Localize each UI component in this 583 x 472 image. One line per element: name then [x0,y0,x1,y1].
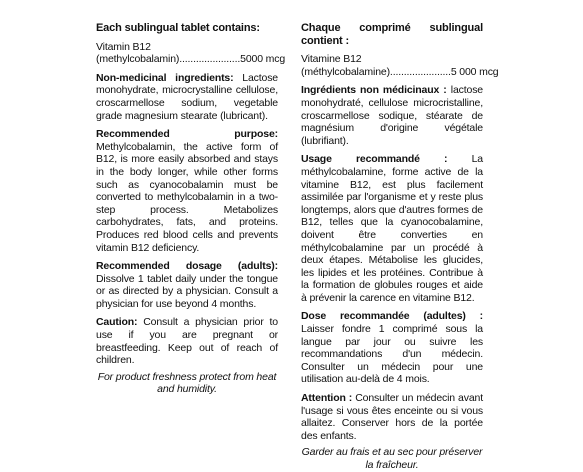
en-purpose-label: Recommended purpose: [96,128,278,141]
fr-purpose-label: Usage recommandé : [301,153,448,166]
fr-nonmedicinal-label: Ingrédients non médicinaux : [301,84,447,97]
en-heading: Each sublingual tablet contains: [96,22,260,34]
en-nonmedicinal-label: Non-medicinal ingredients: [96,71,234,84]
fr-caution-label: Attention : [301,392,353,405]
fr-purpose-text: La méthylcobalamine, forme active de la vitamine B12, est plus facilement assimilée par l'organisme et y reste plus longtemps, alors que d'autres formes de B12, telles que la cyanocobalamine, doivent être converties en méthylcobalamine par un procédé à deux étapes. Métabolise les glucides, les lipides et les protéines. Contribue à la formation de globules rouges et aide à prévenir la carence en vitamine B12. [301,153,483,304]
fr-heading: Chaque comprimé sublingual contient : [301,22,483,47]
fr-nonmedicinal-text: lactose monohydraté, cellulose microcristalline, croscarmellose sodique, stéarate de magnésium d'origine végétale (lubrifiant). [301,84,483,147]
fr-dosage-section [301,310,483,386]
en-medicinal-source: (methylcobalamin) [96,53,180,66]
en-medicinal-ingredient [96,40,286,66]
fr-caution-text: Consulter un médecin avant l'usage si vous êtes enceinte ou si vous allaitez. Conserver hors de la portée des enfants. [301,392,483,442]
fr-medicinal-amount: 5 000 mcg [450,65,499,78]
fr-medicinal-dots: ...................... [389,65,451,78]
en-nonmedicinal-section [96,72,278,122]
en-dosage-text: Dissolve 1 tablet daily under the tongue or as directed by a physician. Consult a physician for use beyond 4 months. [96,272,278,310]
french-column [301,22,499,472]
fr-dosage-label: Dose recommandée (adultes) : [301,310,483,323]
fr-storage-note: Garder au frais et au sec pour préserver la fraîcheur. [301,446,483,471]
fr-medicinal-row [301,65,499,79]
fr-dosage-text: Laisser fondre 1 comprimé sous la langue par jour ou suivre les recommandations d'un médecin. Consulter un médecin pour une utilisation au-delà de 4 mois. [301,323,483,386]
fr-nonmedicinal-section [301,84,483,147]
en-medicinal-row [96,53,286,66]
en-dosage-label: Recommended dosage (adults): [96,260,278,273]
en-caution-text: Consult a physician prior to use if you are pregnant or breastfeeding. Keep out of reach of children. [96,316,278,367]
en-medicinal-amount: 5000 mcg [240,53,286,66]
en-purpose-section [96,128,278,254]
en-purpose-text: Methylcobalamin, the active form of B12, is more easily absorbed and stays in the body longer, while other forms such as cyanocobalamin must be converted to methylcobalamin in a two-step process. Metabolizes carbohydrates, fats, and proteins. Produces red blood cells and prevents vitamin B12 deficiency. [96,140,278,254]
en-storage-note: For product freshness protect from heat and humidity. [97,370,277,396]
en-medicinal-name: Vitamin B12 [96,40,151,53]
en-caution-section [96,316,278,366]
en-nonmedicinal-text: Lactose monohydrate, microcrystalline cellulose, croscarmellose sodium, vegetable grade magnesium stearate (lubricant). [96,71,278,122]
fr-purpose-section [301,153,483,304]
fr-medicinal-name: Vitamine B12 [301,53,362,66]
en-dosage-section [96,260,278,310]
fr-medicinal-source: (méthylcobalamine) [301,65,390,78]
fr-caution-section [301,392,483,442]
fr-medicinal-ingredient [301,53,499,78]
en-medicinal-dots: ...................... [179,53,241,66]
en-caution-label: Caution: [96,316,138,329]
english-column [96,22,286,396]
